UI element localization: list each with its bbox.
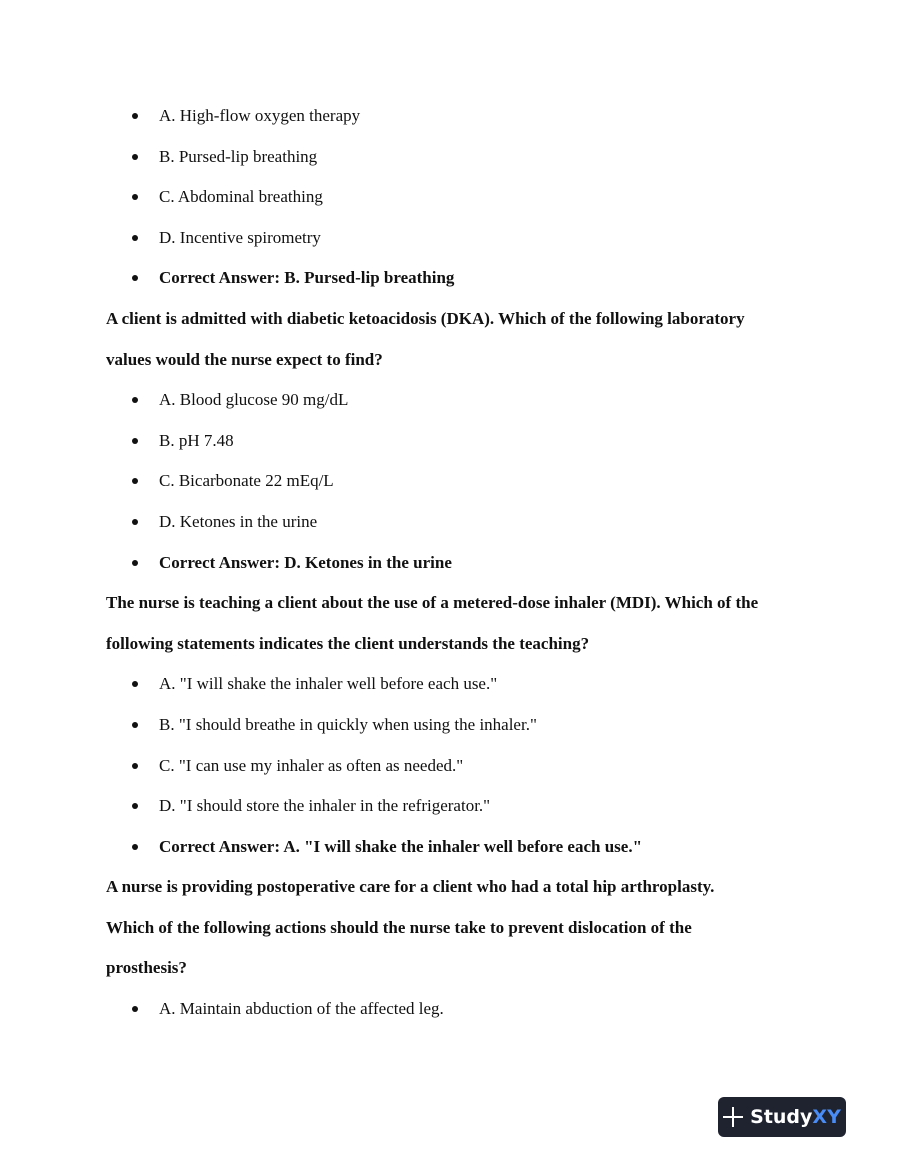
question-text-line: [106, 340, 806, 381]
line-text: A. High-flow oxygen therapy: [159, 106, 361, 125]
line-text: B. pH 7.48: [159, 430, 234, 450]
correct-answer-item: [106, 543, 806, 584]
question-text-line: [106, 948, 806, 989]
bullet-icon: [132, 113, 138, 119]
correct-answer-item: [106, 827, 806, 868]
line-text: C. Bicarbonate 22 mEq/L: [159, 471, 334, 491]
bullet-icon: [132, 1006, 138, 1012]
line-text: D. "I should store the inhaler in the refrigerator.": [159, 796, 491, 816]
correct-answer-item: [106, 258, 806, 299]
line-text: values would the nurse expect to find?: [106, 349, 383, 369]
answer-option-item: [106, 502, 806, 543]
line-text: B. Pursed-lip breathing: [159, 146, 318, 166]
line-text: C. Abdominal breathing: [159, 187, 323, 207]
line-text: A client is admitted with diabetic ketoacidosis (DKA). Which of the following laboratory: [106, 308, 745, 328]
logo-text-xy: XY: [812, 1106, 841, 1128]
bullet-icon: [132, 763, 138, 769]
answer-option-item: [106, 989, 806, 1030]
answer-option-item: [106, 705, 806, 746]
bullet-icon: [132, 275, 138, 281]
line-text: C. "I can use my inhaler as often as needed.": [159, 755, 464, 775]
bullet-icon: [132, 722, 138, 728]
logo-text-study: Study: [750, 1106, 813, 1128]
bullet-icon: [132, 681, 138, 687]
plus-icon: [723, 1107, 743, 1127]
line-text: The nurse is teaching a client about the use of a metered-dose inhaler (MDI). Which of the: [106, 593, 759, 613]
question-text-line: [106, 583, 806, 624]
document-content: [106, 96, 806, 1030]
studyxy-logo: [718, 1097, 846, 1137]
bullet-icon: [132, 519, 138, 525]
answer-option-item: [106, 461, 806, 502]
answer-option-item: [106, 746, 806, 787]
bullet-icon: [132, 803, 138, 809]
question-text-line: [106, 299, 806, 340]
line-text: Correct Answer: B. Pursed-lip breathing: [159, 268, 455, 288]
bullet-icon: [132, 154, 138, 160]
answer-option-item: [106, 177, 806, 218]
line-text: A nurse is providing postoperative care for a client who had a total hip arthroplasty.: [106, 877, 715, 897]
line-text: D. Incentive spirometry: [159, 227, 321, 247]
line-text: B. "I should breathe in quickly when using the inhaler.": [159, 714, 537, 734]
answer-option-item: [106, 96, 806, 137]
line-text: A. Blood glucose 90 mg/dL: [159, 390, 349, 410]
line-text: A. "I will shake the inhaler well before each use.": [159, 674, 498, 694]
line-text: Correct Answer: A. "I will shake the inhaler well before each use.": [159, 836, 643, 856]
bullet-icon: [132, 438, 138, 444]
answer-option-item: [106, 786, 806, 827]
bullet-icon: [132, 235, 138, 241]
line-text: A. Maintain abduction of the affected leg.: [159, 999, 444, 1019]
answer-option-item: [106, 380, 806, 421]
line-text: prosthesis?: [106, 958, 187, 978]
line-text: Which of the following actions should the nurse take to prevent dislocation of the: [106, 917, 692, 937]
bullet-icon: [132, 844, 138, 850]
answer-option-item: [106, 421, 806, 462]
answer-option-item: [106, 218, 806, 259]
bullet-icon: [132, 194, 138, 200]
bullet-icon: [132, 478, 138, 484]
bullet-icon: [132, 397, 138, 403]
question-text-line: [106, 624, 806, 665]
line-text: Correct Answer: D. Ketones in the urine: [159, 552, 452, 572]
line-text: D. Ketones in the urine: [159, 511, 318, 531]
answer-option-item: [106, 137, 806, 178]
question-text-line: [106, 867, 806, 908]
question-text-line: [106, 908, 806, 949]
answer-option-item: [106, 664, 806, 705]
bullet-icon: [132, 560, 138, 566]
line-text: following statements indicates the client understands the teaching?: [106, 633, 590, 653]
